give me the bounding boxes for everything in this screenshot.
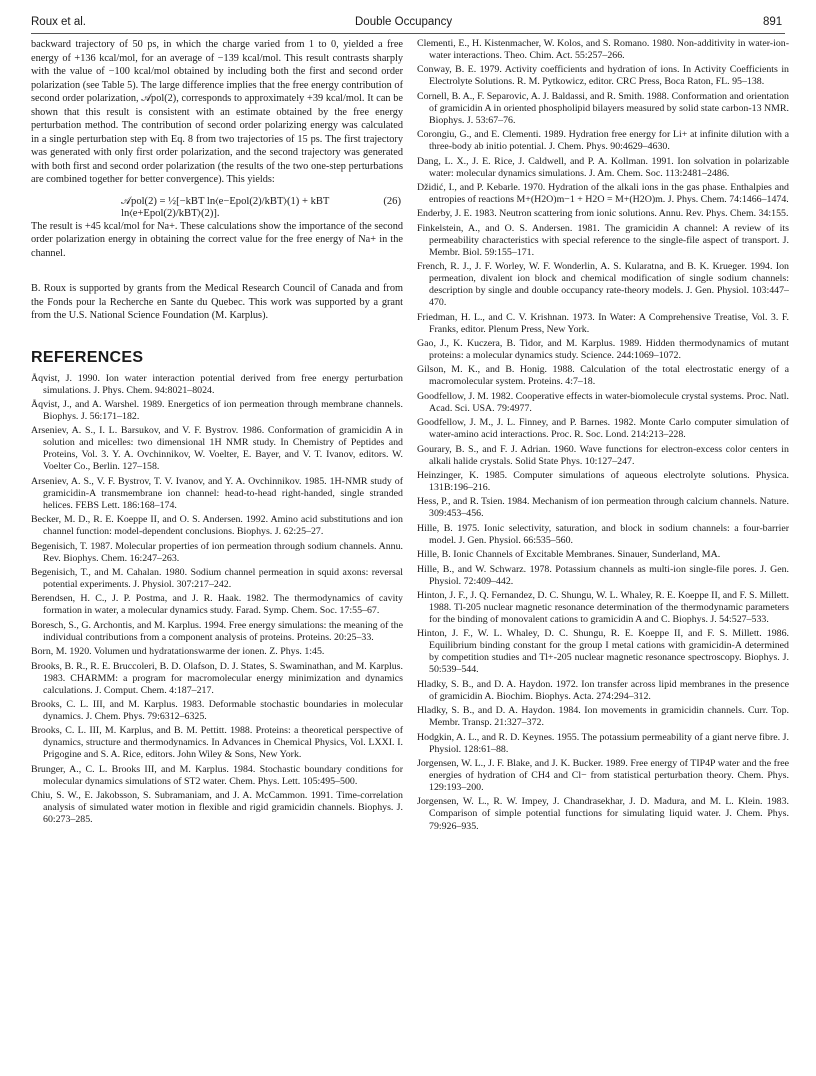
equation-number: (26) xyxy=(383,195,401,207)
reference-item: Jorgensen, W. L., J. F. Blake, and J. K. Bucker. 1989. Free energy of TIP4P water and the free energies of hydration of CH4 and Cl− from statistical perturbation theory. Chem. Phys. 129:193–200. xyxy=(417,758,789,794)
reference-item: Begenisich, T. 1987. Molecular properties of ion permeation through sodium channels. Annu. Rev. Biophys. Chem. 16:247–263. xyxy=(31,540,403,564)
reference-item: Cornell, B. A., F. Separovic, A. J. Baldassi, and R. Smith. 1988. Conformation and orientation of gramicidin A in oriented phospholipid bilayers measured by solid state carbon-13 NMR. Biophys. J. 53:67–76. xyxy=(417,90,789,126)
reference-item: Brooks, C. L. III, M. Karplus, and B. M. Pettitt. 1988. Proteins: a theoretical perspective of dynamics, structure and thermodynamics. In Advances in Chemical Physics, Vol. LXXI. I. Prigogine and S. A. Rice, editors. John Wiley & Sons, New York. xyxy=(31,725,403,761)
reference-item: Clementi, E., H. Kistenmacher, W. Kolos, and S. Romano. 1980. Non-additivity in water-ion-water interactions. Theo. Chim. Act. 55:257–266. xyxy=(417,38,789,62)
reference-item: Begenisich, T., and M. Cahalan. 1980. Sodium channel permeation in squid axons: reversal potential experiments. J. Physiol. 307:217–242. xyxy=(31,566,403,591)
reference-item: Hladky, S. B., and D. A. Haydon. 1972. Ion transfer across lipid membranes in the presence of gramicidin A. Biochim. Biophys. Acta. 274:294–312. xyxy=(417,678,789,702)
running-head-authors: Roux et al. xyxy=(31,16,86,28)
reference-item: French, R. J., J. F. Worley, W. F. Wonderlin, A. S. Kularatna, and B. K. Krueger. 1994. Ion permeation, divalent ion block and chemical modification of single sodium channels: description by single and double occupancy rate-theory models. J. Gen. Physiol. 103:447–470. xyxy=(417,261,789,309)
reference-item: Arseniev, A. S., I. L. Barsukov, and V. F. Bystrov. 1986. Conformation of gramicidin A in solution and micelles: two dimensional 1H NMR study. In Chemistry of Peptides and Proteins, Vol. 3. Y. A. Ovchinnikov, W. Voelter, E. Bayer, and V. T. Ivanov, editors. W. Voelter Co., Berlin. 127–158. xyxy=(31,425,403,473)
reference-item: Goodfellow, J. M. 1982. Cooperative effects in water-biomolecule crystal systems. Proc. Natl. Acad. Sci. USA. 79:4977. xyxy=(417,390,789,414)
reference-item: Hille, B. Ionic Channels of Excitable Membranes. Sinauer, Sunderland, MA. xyxy=(417,549,721,561)
reference-item: Hess, P., and R. Tsien. 1984. Mechanism of ion permeation through calcium channels. Nature. 309:453–456. xyxy=(417,496,789,520)
acknowledgments: B. Roux is supported by grants from the Medical Research Council of Canada and from the Fonds pour la Recherche en Sante du Quebec. This work was supported by a grant from the U.S. National Science Foundation (M. Karplus). xyxy=(31,283,403,321)
references-list-right xyxy=(417,38,789,833)
left-column xyxy=(31,38,403,829)
reference-item: Hille, B., and W. Schwarz. 1978. Potassium channels as multi-ion single-file pores. J. Gen. Physiol. 72:409–442. xyxy=(417,563,789,587)
reference-item: Gilson, M. K., and B. Honig. 1988. Calculation of the total electrostatic energy of a macromolecular system. Proteins. 4:7–18. xyxy=(417,364,789,388)
reference-item: Dang, L. X., J. E. Rice, J. Caldwell, and P. A. Kollman. 1991. Ion solvation in polarizable water: molecular dynamics simulations. J. Am. Chem. Soc. 113:2481–2486. xyxy=(417,155,789,179)
reference-item: Friedman, H. L., and C. V. Krishnan. 1973. In Water: A Comprehensive Treatise, Vol. 3. F. Franks, editor. Plenum Press, New York. xyxy=(417,311,789,335)
reference-item: Boresch, S., G. Archontis, and M. Karplus. 1994. Free energy simulations: the meaning of the individual contributions from a component analysis of proteins. Proteins. 20:25–33. xyxy=(31,619,403,643)
reference-item: Jorgensen, W. L., R. W. Impey, J. Chandrasekhar, J. D. Madura, and M. L. Klein. 1983. Comparison of simple potential functions for simulating liquid water. J. Chem. Phys. 79:926–935. xyxy=(417,796,789,832)
reference-item: Gao, J., K. Kuczera, B. Tidor, and M. Karplus. 1989. Hidden thermodynamics of mutant proteins: a molecular dynamics study. Science. 244:1069–1072. xyxy=(417,338,789,362)
reference-item: Hinton, J. F., J. Q. Fernandez, D. C. Shungu, W. L. Whaley, R. E. Koeppe II, and F. S. Millett. 1988. Tl-205 nuclear magnetic resonance determination of the thermodynamic parameters for the binding of monovalent cations to gramicidin A and C. Biophys. J. 54:527–533. xyxy=(417,589,789,625)
reference-item: Brooks, B. R., R. E. Bruccoleri, B. D. Olafson, D. J. States, S. Swaminathan, and M. Karplus. 1983. CHARMM: a program for macromolecular energy minimization and dynamics calculations. J. Comput. Chem. 4:187–217. xyxy=(31,660,403,696)
reference-item: Åqvist, J., and A. Warshel. 1989. Energetics of ion permeation through membrane channels. Biophys. J. 56:171–182. xyxy=(31,398,403,422)
body-paragraph: backward trajectory of 50 ps, in which the charge varied from 1 to 0, yielded a free energy of +136 kcal/mol, for an average of −139 kcal/mol. This result contrasts sharply with the value of −100 kcal/mol obtained by including both the first and second order polarization (see Table 5). The large difference implies that the free energy contribution of second order polarization, 𝒜pol(2), corresponds to approximately +39 kcal/mol. It can be shown that this result is consistent with an estimate obtained by the free energy perturbation method. The contribution of second order polarizing energy was calculated in a single perturbation step with Eq. 8 from two trajectories of 15 ps. The first trajectory was generated with only first order polarization, and the second trajectory was generated with both first and second order polarization (the results of the two one-step perturbations are combined together for better convergence). This yields: xyxy=(31,39,403,185)
reference-item: Berendsen, H. C., J. P. Postma, and J. R. Haak. 1982. The thermodynamics of cavity formation in water, a molecular dynamics study. Farad. Symp. Chem. Soc. 17:55–67. xyxy=(31,593,403,617)
page-number: 891 xyxy=(763,16,783,28)
reference-item: Brunger, A., C. L. Brooks III, and M. Karplus. 1984. Stochastic boundary conditions for molecular dynamics simulations of ST2 water. Chem. Phys. Lett. 105:495–500. xyxy=(31,763,403,787)
reference-item: Enderby, J. E. 1983. Neutron scattering from ionic solutions. Annu. Rev. Phys. Chem. 34:155. xyxy=(417,208,789,220)
right-column xyxy=(417,38,789,835)
references-heading: REFERENCES xyxy=(31,348,144,366)
body-paragraph-result: The result is +45 kcal/mol for Na+. These calculations show the importance of the second order polarization energy in obtaining the correct value for the free energy of Na+ in the channel. xyxy=(31,220,403,259)
equation-formula: 𝒜pol(2) = ½[−kBT ln⟨e−Epol(2)/kBT⟩(1) + kBT ln⟨e+Epol(2)/kBT⟩(2)]. xyxy=(121,195,330,219)
reference-item: Hladky, S. B., and D. A. Haydon. 1984. Ion movements in gramicidin channels. Curr. Top. Membr. Transp. 21:327–372. xyxy=(417,705,789,729)
reference-item: Hille, B. 1975. Ionic selectivity, saturation, and block in sodium channels: a four-barrier model. J. Gen. Physiol. 66:535–560. xyxy=(417,522,789,546)
reference-item: Heinzinger, K. 1985. Computer simulations of aqueous electrolyte solutions. Physica. 131B:196–216. xyxy=(417,470,789,494)
reference-item: Born, M. 1920. Volumen und hydratationswarme der ionen. Z. Phys. 1:45. xyxy=(31,646,325,658)
header-rule xyxy=(31,33,785,34)
references-list-left xyxy=(31,373,403,827)
reference-item: Chiu, S. W., E. Jakobsson, S. Subramaniam, and J. A. McCammon. 1991. Time-correlation analysis of simulated water motion in flexible and rigid gramicidin channels. Biophys. J. 60:273–285. xyxy=(31,790,403,826)
reference-item: Åqvist, J. 1990. Ion water interaction potential derived from free energy perturbation simulations. J. Phys. Chem. 94:8021–8024. xyxy=(31,372,403,396)
reference-item: Conway, B. E. 1979. Activity coefficients and hydration of ions. In Activity Coefficients in Electrolyte Solutions. R. M. Pytkowicz, editor. CRC Press, Boca Raton, FL. 95–138. xyxy=(417,64,789,88)
reference-item: Corongiu, G., and E. Clementi. 1989. Hydration free energy for Li+ at infinite dilution with a three-body ab initio potential. J. Chem. Phys. 90:4629–4630. xyxy=(417,129,789,153)
equation-26 xyxy=(31,194,403,219)
reference-item: Becker, M. D., R. E. Koeppe II, and O. S. Andersen. 1992. Amino acid substitutions and ion channel function: model-dependent conclusions. Biophys. J. 62:25–27. xyxy=(31,514,403,538)
reference-item: Finkelstein, A., and O. S. Andersen. 1981. The gramicidin A channel: A review of its permeability characteristics with special reference to the single-file aspect of transport. J. Membr. Biol. 59:155–171. xyxy=(417,222,789,258)
reference-item: Arseniev, A. S., V. F. Bystrov, T. V. Ivanov, and Y. A. Ovchinnikov. 1985. 1H-NMR study of gramicidin-A transmembrane ion channel: head-to-head right-handed, single stranded helices. FEBS Lett. 186:168–174. xyxy=(31,475,403,511)
reference-item: Brooks, C. L. III, and M. Karplus. 1983. Deformable stochastic boundaries in molecular dynamics. J. Chem. Phys. 79:6312–6325. xyxy=(31,698,403,722)
running-head-title: Double Occupancy xyxy=(355,16,453,28)
reference-item: Hinton, J. F., W. L. Whaley, D. C. Shungu, R. E. Koeppe II, and F. S. Millett. 1986. Equilibrium binding constant for the group I metal cations with gramicidin-A determined by competition studies and Tl+-205 nuclear magnetic resonance spectroscopy. Biophys. J. 50:539–544. xyxy=(417,628,789,676)
reference-item: Hodgkin, A. L., and R. D. Keynes. 1955. The potassium permeability of a giant nerve fibre. J. Physiol. 128:61–88. xyxy=(417,731,789,755)
reference-item: Goodfellow, J. M., J. L. Finney, and P. Barnes. 1982. Monte Carlo computer simulation of water-amino acid interactions. Proc. R. Soc. Lond. 214:213–228. xyxy=(417,417,789,441)
reference-item: Gourary, B. S., and F. J. Adrian. 1960. Wave functions for electron-excess color centers in alkali halide crystals. Solid State Phys. 10:127–247. xyxy=(417,443,789,467)
reference-item: Džidić, I., and P. Kebarle. 1970. Hydration of the alkali ions in the gas phase. Enthalpies and entropies of reactions M+(H2O)m−1 + H2O = M+(H2O)m. J. Phys. Chem. 74:1466–1474. xyxy=(417,182,789,206)
